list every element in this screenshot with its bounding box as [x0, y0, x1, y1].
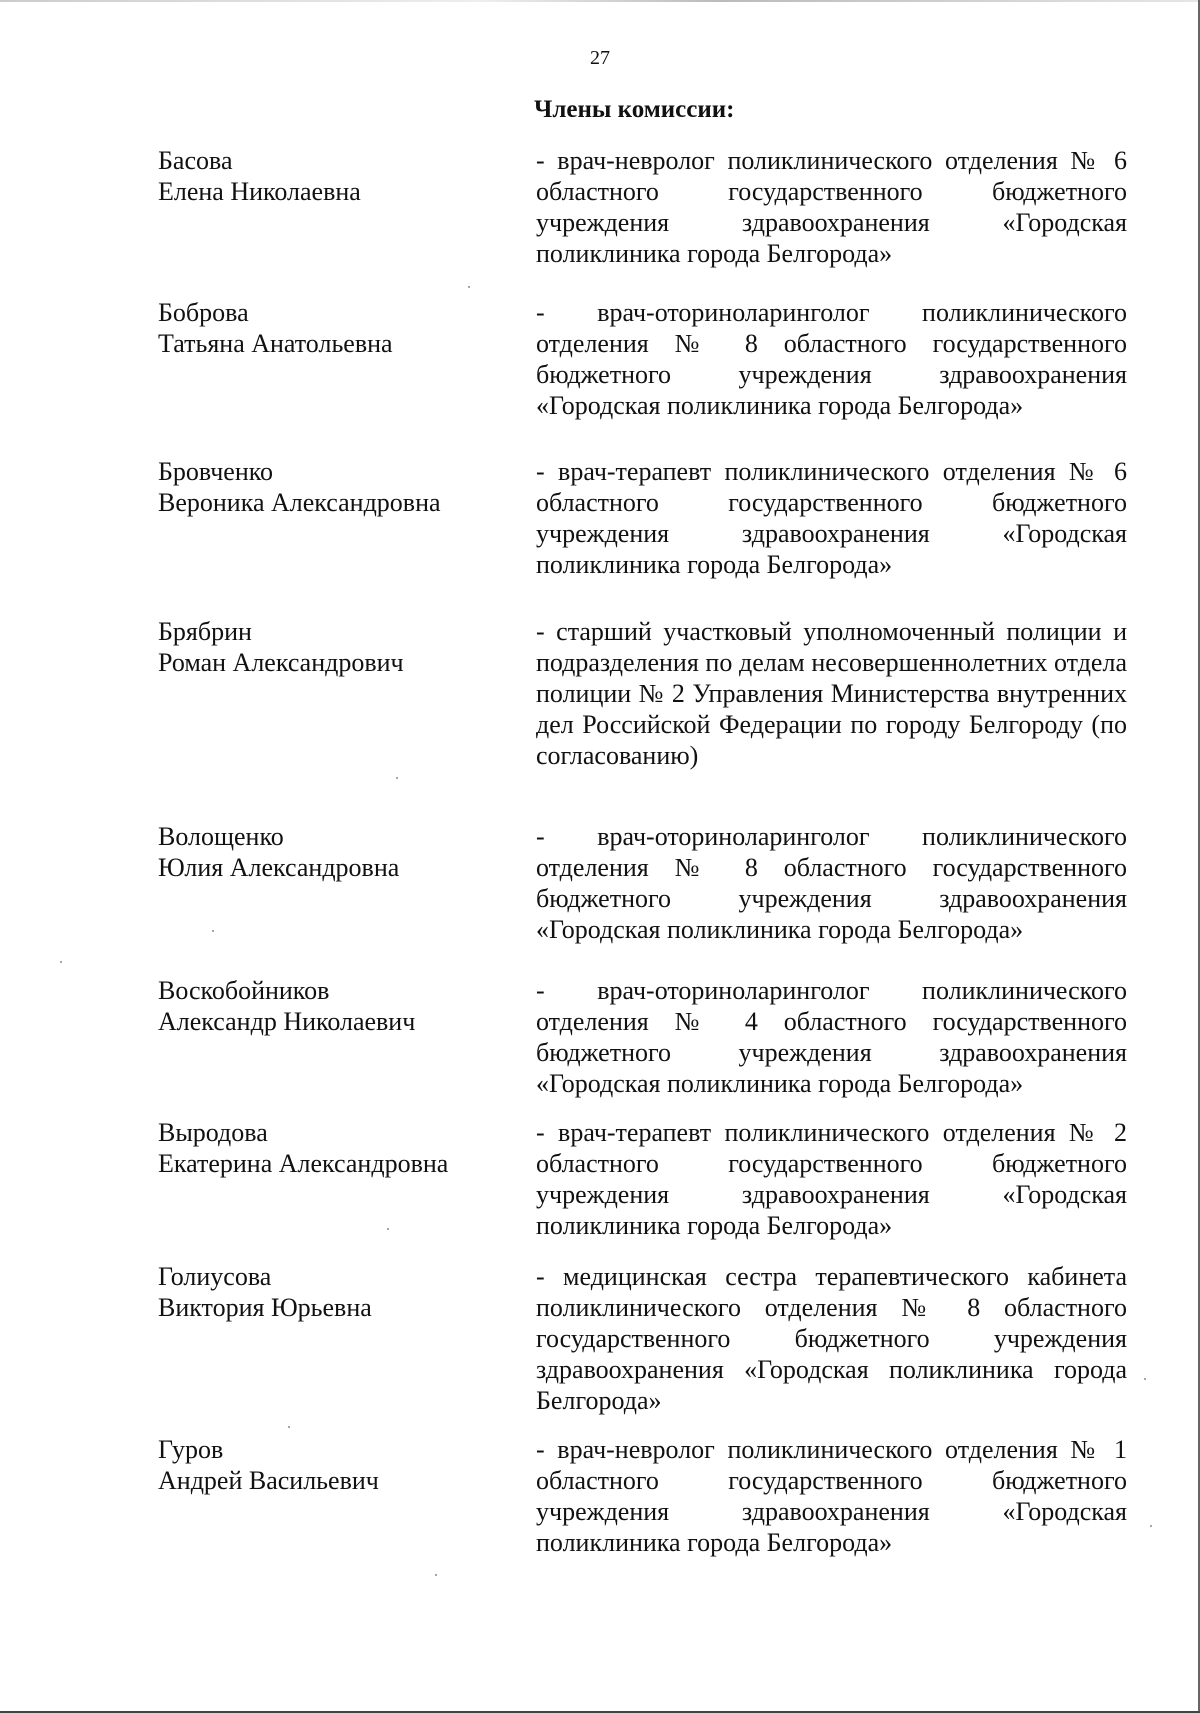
- scan-speck: [396, 777, 398, 779]
- member-name: [158, 975, 498, 1037]
- member-given-names: Юлия Александровна: [158, 853, 400, 882]
- member-surname: Бровченко: [158, 457, 274, 486]
- member-given-names: Екатерина Александровна: [158, 1149, 449, 1178]
- page-number: 27: [590, 47, 610, 69]
- member-given-names: Елена Николаевна: [158, 177, 361, 206]
- scan-speck: [1144, 1378, 1146, 1380]
- member-name: [158, 1434, 498, 1496]
- member-name: [158, 616, 498, 678]
- member-surname: Воскобойников: [158, 976, 330, 1005]
- scan-edge-top: [0, 0, 1200, 2]
- member-surname: Брябрин: [158, 617, 252, 646]
- member-given-names: Роман Александрович: [158, 648, 404, 677]
- member-given-names: Вероника Александровна: [158, 488, 441, 517]
- member-name: [158, 1117, 498, 1179]
- member-role: - врач-терапевт поликлинического отделения № 6 областного государственного бюджетного учреждения здравоохранения «Городская поликлиника города Белгорода»: [536, 457, 1127, 579]
- member-given-names: Виктория Юрьевна: [158, 1293, 372, 1322]
- member-name: [158, 297, 498, 359]
- member-role: - старший участковый уполномоченный полиции и подразделения по делам несовершеннолетних отдела полиции № 2 Управления Министерства внутренних дел Российской Федерации по городу Белгороду (по согласованию): [536, 617, 1127, 770]
- member-name: [158, 456, 498, 518]
- member-name: [158, 145, 498, 207]
- member-role: - медицинская сестра терапевтического кабинета поликлинического отделения № 8 областного государственного бюджетного учреждения здравоохранения «Городская поликлиника города Белгорода»: [536, 1262, 1127, 1415]
- scan-speck: [387, 1228, 389, 1230]
- member-role: - врач-невролог поликлинического отделения № 6 областного государственного бюджетного учреждения здравоохранения «Городская поликлиника города Белгорода»: [536, 146, 1127, 268]
- section-heading: Члены комиссии:: [534, 96, 735, 123]
- member-given-names: Татьяна Анатольевна: [158, 329, 393, 358]
- scan-speck: [435, 1574, 437, 1576]
- member-surname: Выродова: [158, 1118, 268, 1147]
- member-surname: Голиусова: [158, 1262, 272, 1291]
- member-name: [158, 1261, 498, 1323]
- member-given-names: Андрей Васильевич: [158, 1466, 379, 1495]
- scan-speck: [60, 961, 62, 963]
- member-given-names: Александр Николаевич: [158, 1007, 416, 1036]
- member-surname: Боброва: [158, 298, 249, 327]
- scan-speck: [288, 1426, 290, 1428]
- scan-speck: [212, 930, 214, 932]
- member-surname: Гуров: [158, 1435, 224, 1464]
- member-surname: Басова: [158, 146, 233, 175]
- member-role: - врач-оториноларинголог поликлинического отделения № 8 областного государственного бюджетного учреждения здравоохранения «Городская поликлиника города Белгорода»: [536, 822, 1127, 944]
- scan-speck: [468, 286, 470, 288]
- member-role: - врач-невролог поликлинического отделения № 1 областного государственного бюджетного учреждения здравоохранения «Городская поликлиника города Белгорода»: [536, 1435, 1127, 1557]
- member-surname: Волощенко: [158, 822, 284, 851]
- member-role: - врач-терапевт поликлинического отделения № 2 областного государственного бюджетного учреждения здравоохранения «Городская поликлиника города Белгорода»: [536, 1118, 1127, 1240]
- member-role: - врач-оториноларинголог поликлинического отделения № 8 областного государственного бюджетного учреждения здравоохранения «Городская поликлиника города Белгорода»: [536, 298, 1127, 420]
- member-name: [158, 821, 498, 883]
- member-role: - врач-оториноларинголог поликлинического отделения № 4 областного государственного бюджетного учреждения здравоохранения «Городская поликлиника города Белгорода»: [536, 976, 1127, 1098]
- scan-speck: [1150, 1525, 1152, 1527]
